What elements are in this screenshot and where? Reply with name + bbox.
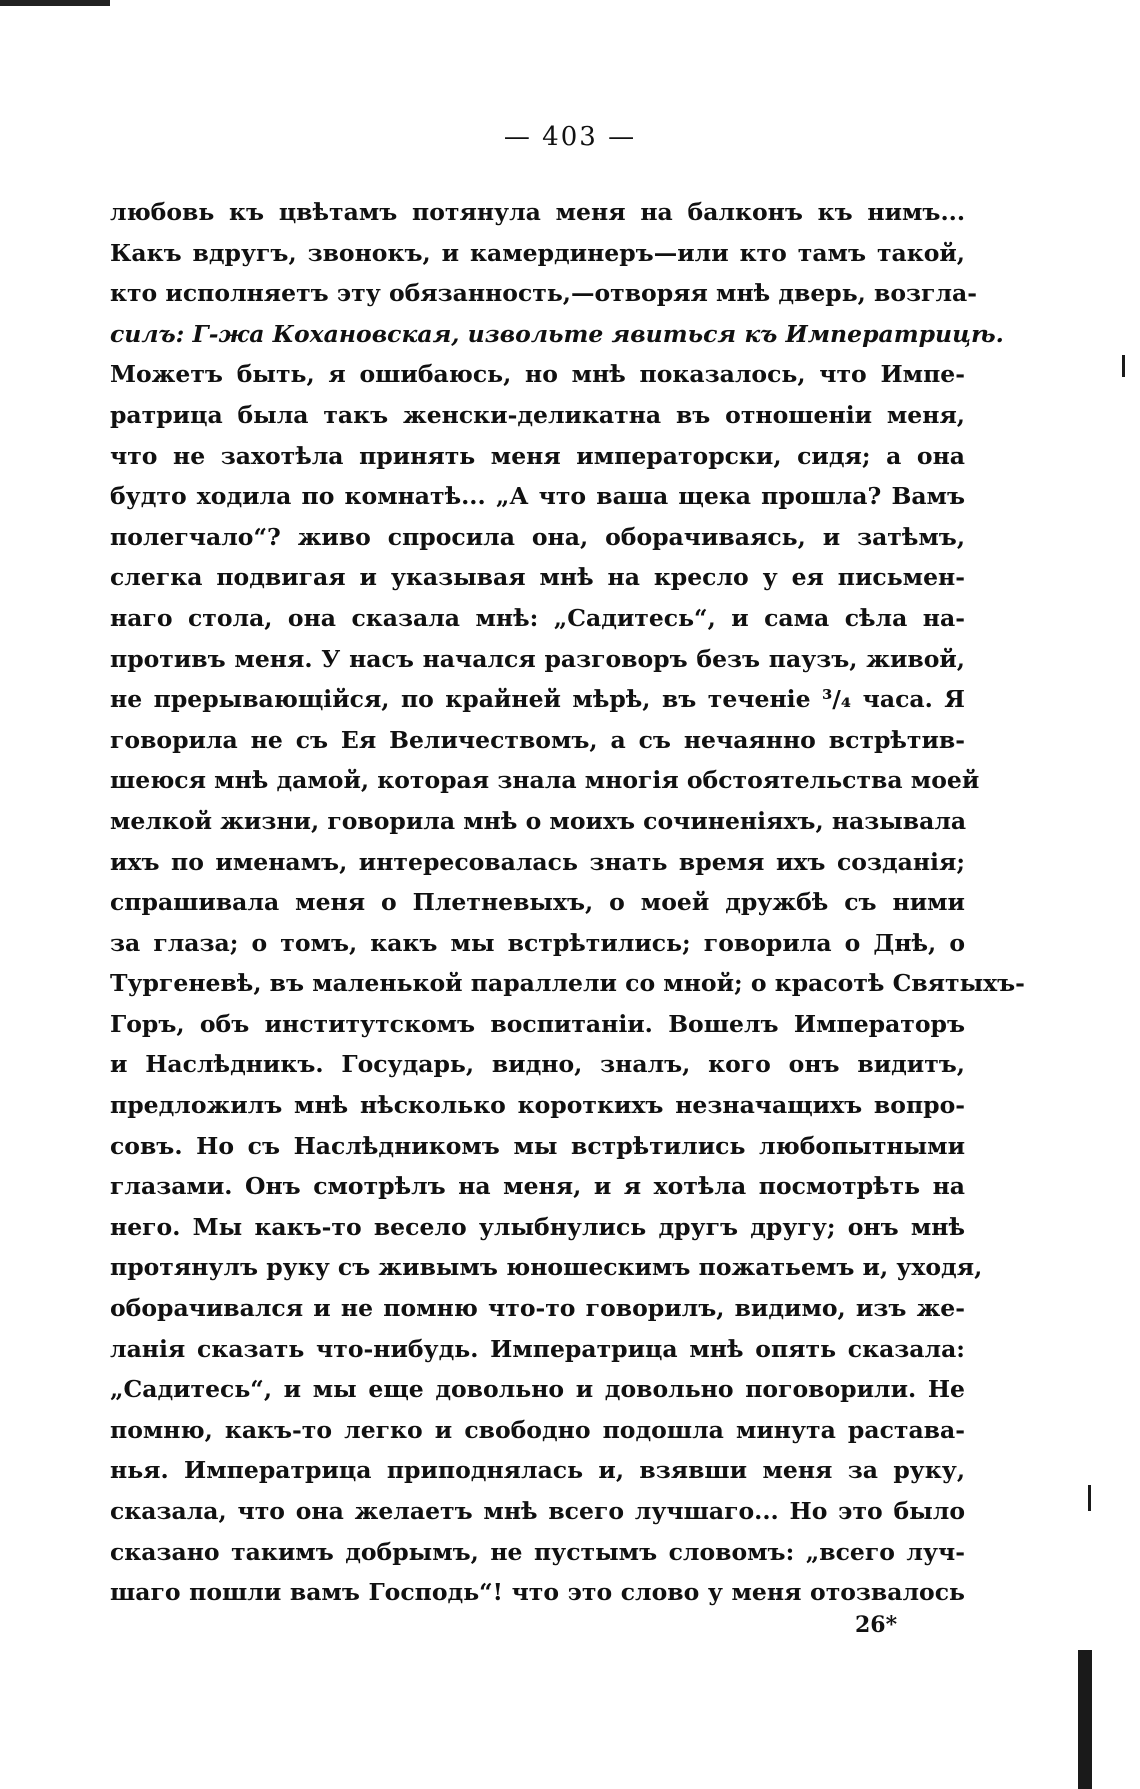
signature-mark: 26* [855,1612,898,1638]
text-line: совъ. Но съ Наслѣдникомъ мы встрѣтились любопытными [110,1131,965,1160]
text-line: глазами. Онъ смотрѣлъ на меня, и я хотѣла посмотрѣть на [110,1172,965,1201]
text-line: мелкой жизни, говорила мнѣ о моихъ сочиненіяхъ, называла [110,806,967,835]
text-line: предложилъ мнѣ нѣсколько короткихъ незначащихъ вопро- [110,1091,965,1120]
text-line: сказано такимъ добрымъ, не пустымъ словомъ: „всего луч- [110,1537,965,1566]
text-line: „Садитесь“, и мы еще довольно и довольно поговорили. Не [110,1375,965,1404]
text-line: слегка подвигая и указывая мнѣ на кресло у ея письмен- [110,563,965,592]
text-line: Горъ, объ институтскомъ воспитаніи. Вошелъ Императоръ [110,1009,965,1038]
text-line: и Наслѣдникъ. Государь, видно, зналъ, кого онъ видитъ, [110,1050,965,1079]
text-line: ратрица была такъ женски-деликатна въ отношеніи меня, [110,400,965,429]
text-line: Какъ вдругъ, звонокъ, и камердинеръ—или кто тамъ такой, [110,238,965,267]
text-line: шаго пошли вамъ Господь“! что это слово у меня отозвалось [110,1578,965,1607]
text-line: ихъ по именамъ, интересовалась знать время ихъ созданія; [110,847,965,876]
scan-artifact [0,0,110,6]
text-line: сказала, что она желаетъ мнѣ всего лучшаго... Но это было [110,1497,965,1525]
text-line: противъ меня. У насъ начался разговоръ безъ паузъ, живой, [110,644,965,673]
text-line: помню, какъ-то легко и свободно подошла минута растава- [110,1415,965,1444]
scan-artifact [1122,355,1125,377]
text-line: протянулъ руку съ живымъ юношескимъ пожатьемъ и, уходя, [110,1253,983,1282]
text-line: кто исполняетъ эту обязанность,—отворяя мнѣ дверь, возгла- [110,279,977,308]
text-line: не прерывающійся, по крайней мѣрѣ, въ теченіе ³/₄ часа. Я [110,685,965,714]
page-number: — 403 — [503,122,637,152]
text-line: за глаза; о томъ, какъ мы встрѣтились; говорила о Днѣ, о [110,928,965,957]
text-line: наго стола, она сказала мнѣ: „Садитесь“, и сама сѣла на- [110,603,965,632]
text-line: Тургеневѣ, въ маленькой параллели со мной; о красотѣ Святыхъ- [110,969,1025,998]
text-line: ланія сказать что-нибудь. Императрица мнѣ опять сказала: [110,1334,965,1363]
text-line: полегчало“? живо спросила она, оборачиваясь, и затѣмъ, [110,522,965,551]
text-line: что не захотѣла принять меня императорски, сидя; а она [110,441,965,470]
scan-artifact [1078,1650,1092,1789]
text-line: будто ходила по комнатѣ... „А что ваша щека прошла? Вамъ [110,482,965,511]
text-line: него. Мы какъ-то весело улыбнулись другъ другу; онъ мнѣ [110,1212,965,1241]
text-line: спрашивала меня о Плетневыхъ, о моей дружбѣ съ ними [110,888,965,917]
text-line: говорила не съ Ея Величествомъ, а съ нечаянно встрѣтив- [110,725,965,754]
text-line: оборачивался и не помню что-то говорилъ, видимо, изъ же- [110,1294,965,1323]
text-line: нья. Императрица приподнялась и, взявши меня за руку, [110,1456,965,1485]
text-body [110,192,1025,1613]
text-line: силъ: Г-жа Кохановская, извольте явиться къ Императрицѣ. [110,319,1004,348]
text-line: шеюся мнѣ дамой, которая знала многія обстоятельства моей [110,766,980,795]
scan-artifact [1088,1485,1091,1511]
text-line: Можетъ быть, я ошибаюсь, но мнѣ показалось, что Импе- [110,360,965,389]
text-line: любовь къ цвѣтамъ потянула меня на балконъ къ нимъ... [110,198,965,226]
